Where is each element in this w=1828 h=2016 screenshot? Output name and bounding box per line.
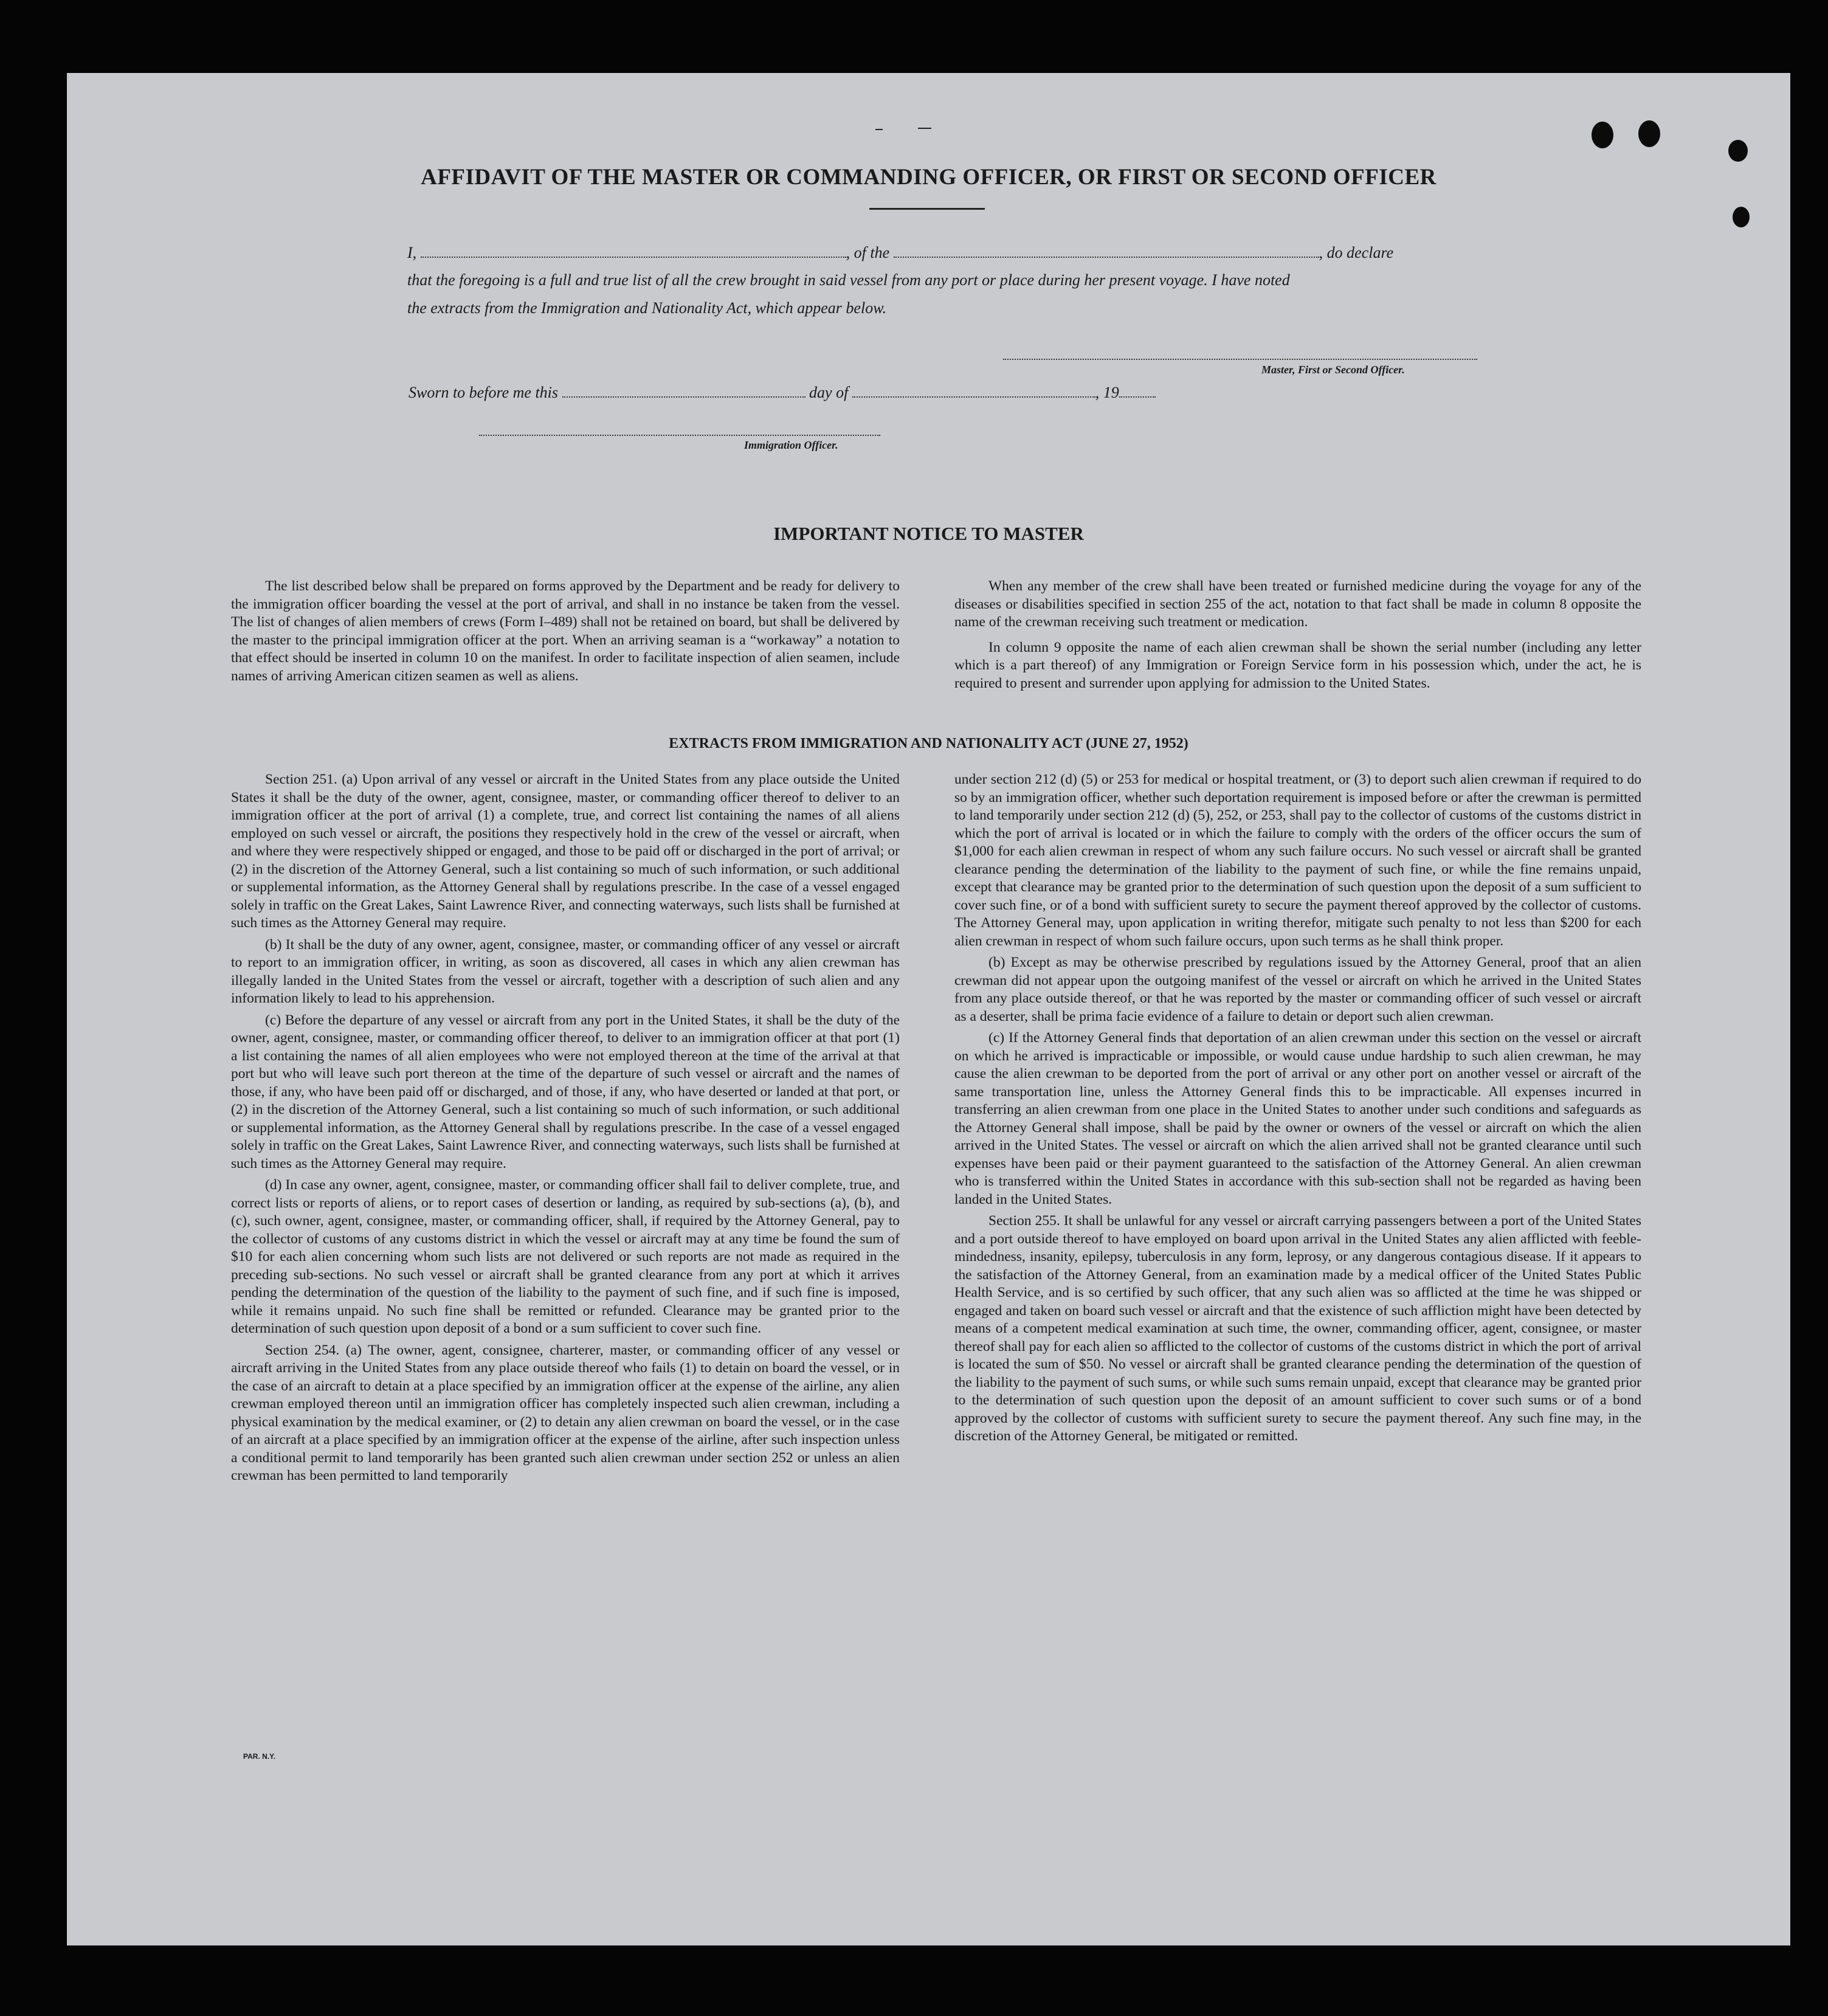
punch-hole	[1728, 140, 1748, 162]
sworn-label: Sworn to before me this	[409, 384, 559, 401]
section-254-b: (b) Except as may be otherwise prescribed by regulations issued by the Attorney General, proof that an alien crewman did not appear upon the outgoing manifest of the vessel or aircraft on which he arrived in the United States from any place outside thereof, or that he was reported by the master or commanding officer of such vessel or aircraft as a deserter, shall be prima facie evidence of a failure to detain or deport such alien crewman.	[954, 954, 1641, 1024]
section-251-b: (b) It shall be the duty of any owner, agent, consignee, master, or commanding officer of any vessel or aircraft to report to an immigration officer, in writing, as soon as discovered, all cases in which any alien crewman has illegally landed in the United States from the vessel or aircraft, together with a description of such alien and any information likely to lead to his apprehension.	[231, 936, 900, 1006]
notice-paragraph: In column 9 opposite the name of each alien crewman shall be shown the serial number (including any letter which is a part thereof) of any Immigration or Foreign Service form in his possession which, under the act, he is required to present and surrender upon applying for admission to the United States.	[954, 639, 1641, 691]
declaration-body-line-1: that the foregoing is a full and true list of all the crew brought in said vessel from any port or place during her present voyage. I have noted	[407, 271, 1290, 289]
extracts-left-column	[231, 771, 900, 1489]
affidavit-title: AFFIDAVIT OF THE MASTER OR COMMANDING OFFICER, OR FIRST OR SECOND OFFICER	[421, 165, 1437, 190]
year-prefix: , 19	[1095, 384, 1119, 401]
document-page	[67, 73, 1790, 1945]
master-signature-line[interactable]	[1003, 359, 1477, 360]
do-declare-label: , do declare	[1319, 244, 1394, 261]
section-254-a-continued: under section 212 (d) (5) or 253 for medical or hospital treatment, or (3) to deport such alien crewman if required to do so by an immigration officer, whether such deportation requirement is imposed before or after the crewman is permitted to land temporarily under section 212 (d) (5), 252, or 253, shall pay to the collector of customs of the customs district in which the port of arrival is located or in which the failure to comply with the orders of the officer occurs the sum of $1,000 for each alien crewman in respect of whom any such failure occurs. No such vessel or aircraft shall be granted clearance pending the determination of the liability to the payment of such fine, or while the fine remains unpaid, except that clearance may be granted prior to the determination of such question upon the deposit of a sum sufficient to cover such fine, or of a bond with sufficient surety to secure the payment thereof approved by the collector of customs. The Attorney General may, upon application in writing therefor, mitigate such penalty to not less than $200 for each alien crewman in respect of whom such failure occurs, upon such terms as he shall think proper.	[954, 772, 1641, 949]
day-of-label: day of	[809, 384, 849, 401]
printer-mark: PAR. N.Y.	[243, 1752, 276, 1761]
notice-paragraph: The list described below shall be prepared on forms approved by the Department and be ready for delivery to the immigration officer boarding the vessel at the port of arrival, and shall in no instance be taken from the vessel. The list of changes of alien members of crews (Form I–489) shall not be retained on board, but shall be delivered by the master to the principal immigration officer at the port. When an arriving seaman is a “workaway” a notation to that effect should be inserted in column 10 on the manifest. In order to facilitate inspection of alien seamen, include names of arriving American citizen seamen as well as aliens.	[231, 578, 900, 684]
notice-title: IMPORTANT NOTICE TO MASTER	[773, 523, 1084, 544]
extracts-right-column	[954, 771, 1641, 1449]
sworn-year-field[interactable]	[1119, 383, 1156, 398]
notice-paragraph: When any member of the crew shall have been treated or furnished medicine during the voyage for any of the diseases or disabilities specified in section 255 of the act, notation to that fact shall be made in column 8 opposite the name of the crewman receiving such treatment or medication.	[954, 578, 1641, 630]
punch-hole	[1638, 120, 1660, 147]
punch-hole	[1733, 207, 1750, 227]
section-251-c: (c) Before the departure of any vessel or aircraft from any port in the United States, it shall be the duty of the owner, agent, consignee, master, or commanding officer thereof, to deliver to an immigration officer at that port (1) a list containing the names of all alien employees who were not employed thereon at the time of the arrival at that port but who will leave such port thereon at the time of the departure of such vessel or aircraft and the names of those, if any, who have been paid off or discharged, and of those, if any, who have deserted or landed at that port, or (2) in the discretion of the Attorney General, such a list containing so much of such information, or such additional or supplemental information, as the Attorney General shall by regulations prescribe. In the case of a vessel engaged solely in traffic on the Great Lakes, Saint Lawrence River, and connecting waterways, such lists shall be furnished at such times as the Attorney General may require.	[231, 1012, 900, 1172]
title-underline	[869, 208, 985, 210]
section-254-c: (c) If the Attorney General finds that deportation of an alien crewman under this section on the vessel or aircraft on which he arrived is impracticable or impossible, or would cause undue hardship to such alien crewman, he may cause the alien crewman to be deported from the port of arrival or any other port on another vessel or aircraft of the same transportation line, unless the Attorney General finds this to be impracticable. All expenses incurred in transferring an alien crewman from one place in the United States to another under such conditions and safeguards as the Attorney General shall impose, shall be paid by the owner or owners of the vessel or aircraft on which the alien arrived in the United States. The vessel or aircraft on which the alien arrived shall not be granted clearance until such expenses have been paid or their payment guaranteed to the satisfaction of the Attorney General. An alien crewman who is transferred within the United States in accordance with this sub-section shall not be regarded as having been landed in the United States.	[954, 1030, 1641, 1207]
notice-right-column	[954, 578, 1641, 696]
sworn-month-field[interactable]	[852, 383, 1095, 398]
of-the-label: , of the	[846, 244, 890, 261]
extracts-title: EXTRACTS FROM IMMIGRATION AND NATIONALITY ACT (JUNE 27, 1952)	[669, 736, 1188, 751]
sworn-day-field[interactable]	[562, 383, 805, 398]
scan-mark	[875, 129, 883, 130]
vessel-field[interactable]	[894, 243, 1319, 258]
sworn-line	[409, 383, 1156, 402]
punch-hole	[1592, 122, 1613, 148]
immigration-officer-caption: Immigration Officer.	[744, 439, 838, 451]
name-field[interactable]	[421, 243, 846, 258]
immigration-officer-signature-line[interactable]	[479, 435, 880, 436]
scan-mark	[918, 128, 931, 129]
section-255: Section 255. It shall be unlawful for any vessel or aircraft carrying passengers between a port of the United States and a port outside thereof to have employed on board upon arrival in the United States any alien afflicted with feeble-mindedness, insanity, epilepsy, tuberculosis in any form, leprosy, or any dangerous contagious disease. If it appears to the satisfaction of the Attorney General, from an examination made by a medical officer of the United States Public Health Service, and is so certified by such officer, that any such alien was so afflicted at the time he was shipped or engaged and taken on board such vessel or aircraft and that the existence of such affliction might have been detected by means of a competent medical examination at such time, the owner, commanding officer, agent, consignee, or master thereof shall pay for each alien so afflicted to the collector of customs of the customs district in which the port of arrival is located the sum of $50. No vessel or aircraft shall be granted clearance pending the determination of the question of the liability to the payment of such sums, or while such sums remain unpaid, except that clearance may be granted prior to the determination of such question upon the deposit of an amount sufficient to cover such sums or of a bond approved by the collector of customs with sufficient surety to secure the payment thereof. Any such fine may, in the discretion of the Attorney General, be mitigated or remitted.	[954, 1213, 1641, 1444]
master-caption: Master, First or Second Officer.	[1261, 364, 1405, 376]
section-251-d: (d) In case any owner, agent, consignee, master, or commanding officer shall fail to deliver complete, true, and correct lists or reports of aliens, or to report cases of desertion or landing, as required by sub-sections (a), (b), and (c), such owner, agent, consignee, master, or commanding officer, shall, if required by the Attorney General, pay to the collector of customs of any customs district in which the vessel or aircraft may at any time be found the sum of $10 for each alien concerning whom such lists are not delivered or such reports are not made as required in the preceding sub-sections. No such vessel or aircraft shall be granted clearance from any port at which it arrives pending the determination of the question of the liability to the payment of such fine, and if such fine is imposed, while it remains unpaid. No such fine shall be remitted or refunded. Clearance may be granted prior to the determination of such question upon deposit of a bond or a sum sufficient to cover such fine.	[231, 1177, 900, 1336]
section-254-a: Section 254. (a) The owner, agent, consignee, charterer, master, or commanding officer of any vessel or aircraft arriving in the United States from any place outside thereof who fails (1) to detain on board the vessel, or in the case of an aircraft to detain at a place specified by an immigration officer at the expense of the airline, any alien crewman employed thereon until an immigration officer has completely inspected such alien crewman, including a physical examination by the medical examiner, or (2) to detain any alien crewman on board the vessel, or in the case of an aircraft at a place specified by an immigration officer at the expense of the airline, after such inspection unless a conditional permit to land temporarily has been granted such alien crewman under section 252 or unless an alien crewman has been permitted to land temporarily	[231, 1342, 900, 1483]
section-251-a: Section 251. (a) Upon arrival of any vessel or aircraft in the United States from any place outside the United States it shall be the duty of the owner, agent, consignee, master, or commanding officer thereof to deliver to an immigration officer at the port of arrival (1) a complete, true, and correct list containing the names of all aliens employed on such vessel or aircraft, the positions they respectively hold in the crew of the vessel or aircraft, when and where they were respectively shipped or engaged, and those to be paid off or discharged in the port of arrival; or (2) in the discretion of the Attorney General, such a list containing so much of such information, or such additional or supplemental information, as the Attorney General shall by regulations prescribe. In the case of a vessel engaged solely in traffic on the Great Lakes, Saint Lawrence River, and connecting waterways, such lists shall be furnished at such times as the Attorney General may require.	[231, 772, 900, 931]
i-label: I,	[407, 244, 417, 261]
declaration-line	[407, 243, 1393, 262]
notice-left-column	[231, 578, 900, 689]
declaration-body-line-2: the extracts from the Immigration and Nationality Act, which appear below.	[407, 299, 887, 317]
